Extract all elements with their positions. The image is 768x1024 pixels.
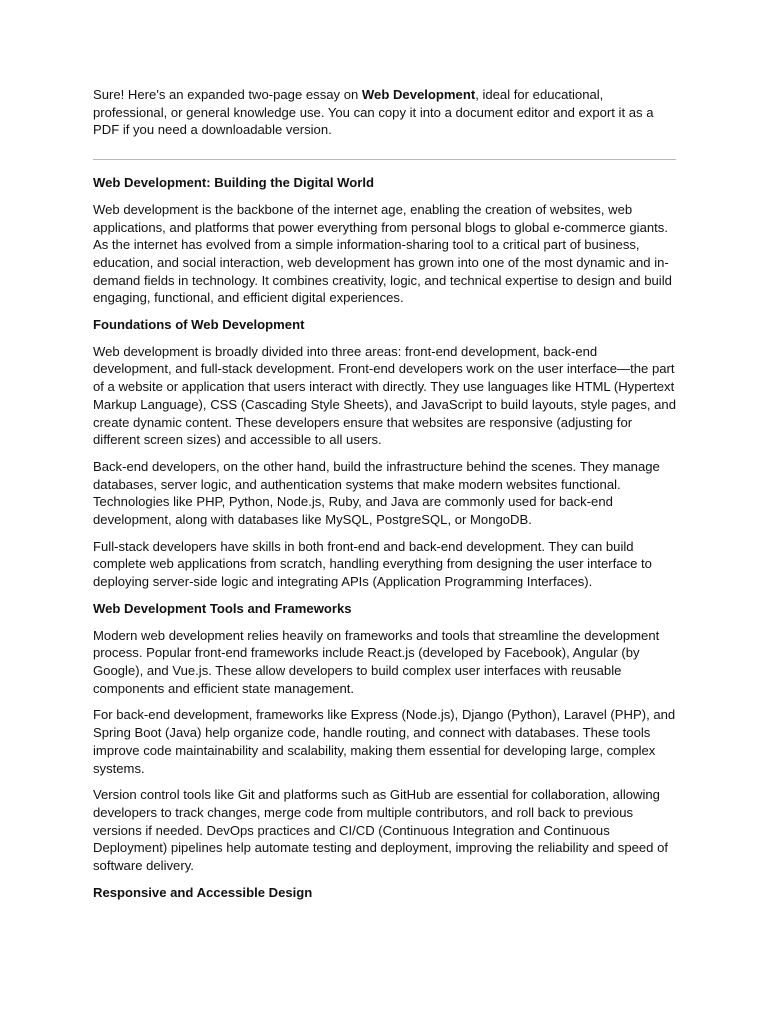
intro-bold-topic: Web Development xyxy=(361,87,476,102)
section-heading-foundations: Foundations of Web Development xyxy=(93,317,305,333)
foundations-paragraph-3: Full-stack developers have skills in both front-end and back-end development. They can build complete web applications from scratch, handling everything from designing the user interface to deploying server-side logic and integrating APIs (Application Programming Interfaces). xyxy=(93,538,652,590)
essay-title: Web Development: Building the Digital World xyxy=(93,175,375,191)
intro-text-before: Sure! Here's an expanded two-page essay on xyxy=(93,87,362,102)
foundations-paragraph-1: Web development is broadly divided into three areas: front-end development, back-end development, and full-stack development. Front-end developers work on the user interface—the part of a website or application that users interact with directly. They use languages like HTML (Hypertext Markup Language), CSS (Cascading Style Sheets), and JavaScript to build layouts, style pages, and create dynamic content. These developers ensure that websites are responsive (adjusting for different screen sizes) and accessible to all users. xyxy=(93,343,676,448)
tools-paragraph-2: For back-end development, frameworks like Express (Node.js), Django (Python), Laravel (PHP), and Spring Boot (Java) help organize code, handle routing, and connect with databases. These tools improve code maintainability and scalability, making them essential for developing large, complex systems. xyxy=(93,707,676,776)
section-heading-responsive: Responsive and Accessible Design xyxy=(93,884,313,900)
essay-intro-paragraph: Web development is the backbone of the internet age, enabling the creation of websites, web applications, and platforms that power everything from personal blogs to global e-commerce giants. As the internet has evolved from a simple information-sharing tool to a critical part of business, education, and social interaction, web development has grown into one of the most dynamic and in-demand fields in technology. It combines creativity, logic, and technical expertise to design and build engaging, functional, and efficient digital experiences. xyxy=(93,201,672,306)
tools-paragraph-1: Modern web development relies heavily on frameworks and tools that streamline the development process. Popular front-end frameworks include React.js (developed by Facebook), Angular (by Google), and Vue.js. These allow developers to build complex user interfaces with reusable components and efficient state management. xyxy=(93,627,660,696)
section-heading-tools: Web Development Tools and Frameworks xyxy=(93,600,352,616)
foundations-paragraph-2: Back-end developers, on the other hand, build the infrastructure behind the scenes. They manage databases, server logic, and authentication systems that make modern websites functional. Technologies like PHP, Python, Node.js, Ruby, and Java are commonly used for back-end development, along with databases like MySQL, PostgreSQL, or MongoDB. xyxy=(93,458,660,528)
intro-text-after: , ideal for educational, professional, or general knowledge use. You can copy it into a document editor and export it as a PDF if you need a downloadable version. xyxy=(93,87,654,138)
intro-paragraph xyxy=(93,86,676,139)
horizontal-divider xyxy=(93,159,676,160)
tools-paragraph-3: Version control tools like Git and platforms such as GitHub are essential for collaboration, allowing developers to track changes, merge code from multiple contributors, and roll back to previous versions if needed. DevOps practices and CI/CD (Continuous Integration and Continuous Deployment) pipelines help automate testing and deployment, improving the reliability and speed of software delivery. xyxy=(93,787,669,874)
